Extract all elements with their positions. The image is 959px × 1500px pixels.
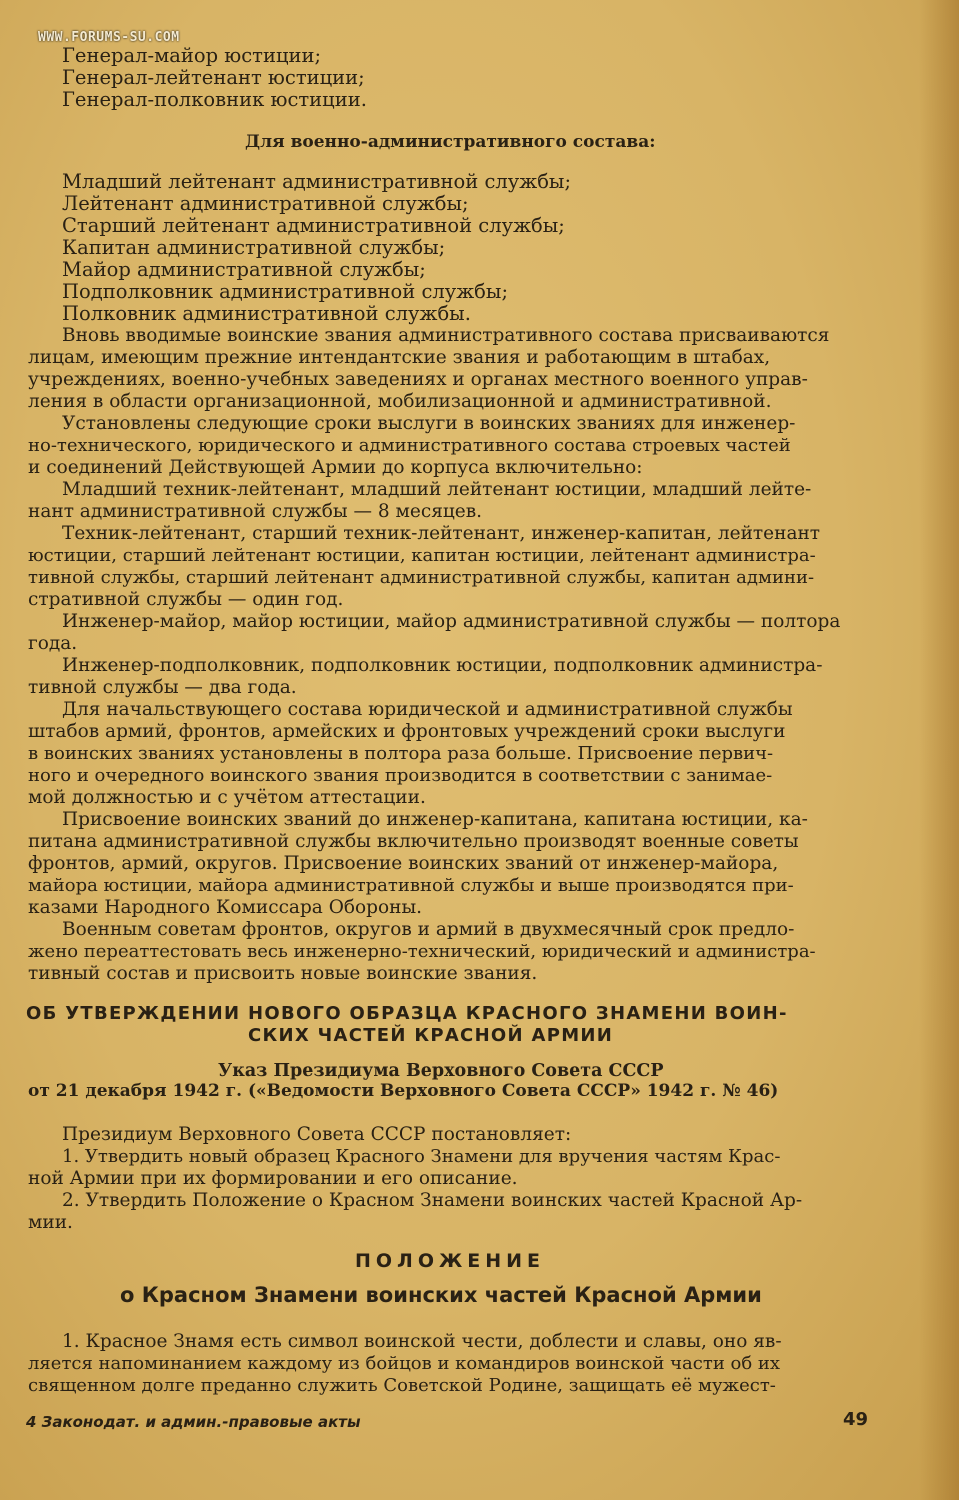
text-line: Капитан административной службы;	[62, 236, 446, 259]
text-line: Лейтенант административной службы;	[62, 192, 469, 215]
text-line: мии.	[28, 1212, 73, 1233]
regulation-subtitle: о Красном Знамени воинских частей Красной Армии	[120, 1283, 762, 1307]
text-line: казами Народного Комиссара Обороны.	[28, 897, 423, 918]
text-line: жено переаттестовать весь инженерно-технический, юридический и администра-	[28, 941, 816, 962]
text-line: в воинских званиях установлены в полтора раза больше. Присвоение первич-	[28, 743, 774, 764]
text-line: мой должностью и с учётом аттестации.	[28, 787, 426, 808]
text-line: 2. Утвердить Положение о Красном Знамени воинских частей Красной Ар-	[62, 1190, 803, 1211]
text-line: Инженер-майор, майор юстиции, майор административной службы — полтора	[62, 611, 841, 632]
text-line: стративной службы — один год.	[28, 589, 344, 610]
text-line: тивной службы, старший лейтенант административной службы, капитан админи-	[28, 567, 815, 588]
decree-title: СКИХ ЧАСТЕЙ КРАСНОЙ АРМИИ	[248, 1025, 614, 1046]
text-line: года.	[28, 633, 78, 654]
text-line: Полковник административной службы.	[62, 302, 471, 325]
text-line: ной Армии при их формировании и его описание.	[28, 1168, 518, 1189]
text-line: фронтов, армий, округов. Присвоение воинских званий от инженер-майора,	[28, 853, 779, 874]
text-line: юстиции, старший лейтенант юстиции, капитан юстиции, лейтенант администра-	[28, 545, 816, 566]
text-line: лицам, имеющим прежние интендантские звания и работающим в штабах,	[28, 347, 771, 368]
text-line: майора юстиции, майора административной службы и выше производятся при-	[28, 875, 794, 896]
text-line: ляется напоминанием каждому из бойцов и командиров воинской части об их	[28, 1353, 781, 1374]
section-heading: Для военно-административного состава:	[245, 132, 656, 152]
decree-subtitle: от 21 декабря 1942 г. («Ведомости Верховного Совета СССР» 1942 г. № 46)	[28, 1081, 779, 1101]
text-line: Генерал-лейтенант юстиции;	[62, 66, 365, 89]
watermark: WWW.FORUMS-SU.COM	[38, 30, 180, 45]
text-line: ного и очередного воинского звания производится в соответствии с занимае-	[28, 765, 773, 786]
text-line: Установлены следующие сроки выслуги в воинских званиях для инженер-	[62, 413, 796, 434]
text-line: 1. Утвердить новый образец Красного Знамени для вручения частям Крас-	[62, 1146, 781, 1167]
text-line: Присвоение воинских званий до инженер-капитана, капитана юстиции, ка-	[62, 809, 808, 830]
text-line: Инженер-подполковник, подполковник юстиции, подполковник администра-	[62, 655, 823, 676]
text-line: Вновь вводимые воинские звания административного состава присваиваются	[62, 325, 830, 346]
text-line: Старший лейтенант административной службы;	[62, 214, 565, 237]
text-line: Младший лейтенант административной службы;	[62, 170, 572, 193]
text-line: тивной службы — два года.	[28, 677, 297, 698]
footer-text: 4 Законодат. и админ.-правовые акты	[26, 1413, 361, 1431]
text-line: Подполковник административной службы;	[62, 280, 509, 303]
text-line: и соединений Действующей Армии до корпуса включительно:	[28, 457, 643, 478]
text-line: ления в области организационной, мобилизационной и административной.	[28, 391, 772, 412]
text-line: 1. Красное Знамя есть символ воинской чести, доблести и славы, оно яв-	[62, 1331, 782, 1352]
text-line: Военным советам фронтов, округов и армий в двухмесячный срок предло-	[62, 919, 795, 940]
text-line: питана административной службы включительно производят военные советы	[28, 831, 799, 852]
text-line: штабов армий, фронтов, армейских и фронтовых учреждений сроки выслуги	[28, 721, 786, 742]
text-line: Для начальствующего состава юридической и административной службы	[62, 699, 793, 720]
decree-title: ОБ УТВЕРЖДЕНИИ НОВОГО ОБРАЗЦА КРАСНОГО ЗНАМЕНИ ВОИН-	[26, 1003, 788, 1024]
text-line: но-технического, юридического и административного состава строевых частей	[28, 435, 791, 456]
text-line: Младший техник-лейтенант, младший лейтенант юстиции, младший лейте-	[62, 479, 812, 500]
page-number: 49	[843, 1409, 869, 1430]
text-line: Президиум Верховного Совета СССР постановляет:	[62, 1124, 572, 1145]
text-line: тивный состав и присвоить новые воинские звания.	[28, 963, 538, 984]
text-line: Генерал-майор юстиции;	[62, 44, 322, 67]
text-line: учреждениях, военно-учебных заведениях и органах местного военного управ-	[28, 369, 808, 390]
text-line: Техник-лейтенант, старший техник-лейтенант, инженер-капитан, лейтенант	[62, 523, 821, 544]
decree-subtitle: Указ Президиума Верховного Совета СССР	[218, 1061, 664, 1081]
text-line: Майор административной службы;	[62, 258, 426, 281]
text-line: Генерал-полковник юстиции.	[62, 88, 367, 111]
regulation-title: ПОЛОЖЕНИЕ	[355, 1250, 546, 1272]
text-line: нант административной службы — 8 месяцев.	[28, 501, 483, 522]
text-line: священном долге преданно служить Советской Родине, защищать её мужест-	[28, 1375, 776, 1396]
